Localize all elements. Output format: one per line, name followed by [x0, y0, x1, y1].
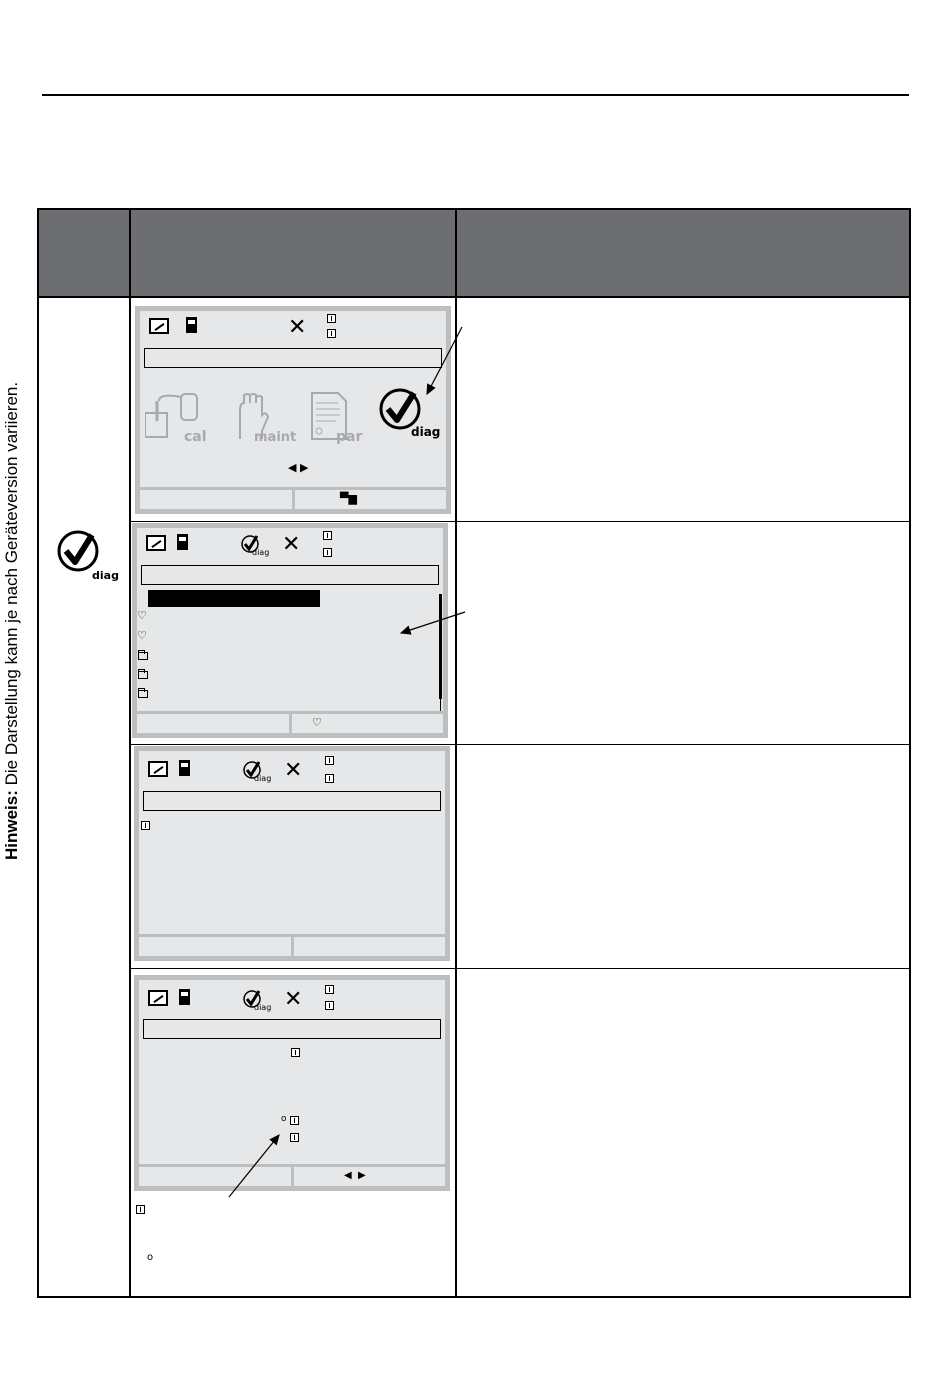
favorite-heart-icon: ♡	[312, 716, 322, 729]
left-right-arrows-icon: ◀ ▶	[344, 1170, 366, 1181]
wrench-screwdriver-icon: ✕	[284, 758, 303, 783]
wrench-screwdriver-icon: ✕	[284, 987, 303, 1012]
par-label: par	[336, 429, 363, 445]
cal-label: cal	[184, 429, 207, 445]
arrow-to-value	[229, 1135, 279, 1197]
softkey-icon: ▀▆	[340, 492, 357, 505]
diag-indicator-label: diag	[252, 548, 270, 557]
diag-indicator-label: diag	[254, 774, 272, 783]
favorite-heart-icon: ♡	[137, 609, 147, 622]
wrench-screwdriver-icon: ✕	[282, 532, 301, 557]
favorite-heart-icon: ♡	[137, 629, 147, 642]
side-note-label: Hinweis:	[2, 790, 21, 860]
degree-marker: o	[281, 1114, 287, 1124]
diag-indicator-label: diag	[254, 1003, 272, 1012]
left-right-arrows-icon: ◀ ▶	[288, 461, 309, 474]
footnote-degree-marker: o	[147, 1252, 154, 1263]
arrow-to-diag	[427, 327, 462, 394]
diag-mode-label: diag	[92, 569, 119, 582]
maint-label: maint	[254, 430, 297, 445]
arrow-to-list	[401, 612, 465, 633]
side-note-text: Die Darstellung kann je nach Geräteversion variieren.	[2, 381, 21, 791]
diag-label: diag	[411, 425, 441, 439]
wrench-screwdriver-icon: ✕	[288, 315, 307, 340]
